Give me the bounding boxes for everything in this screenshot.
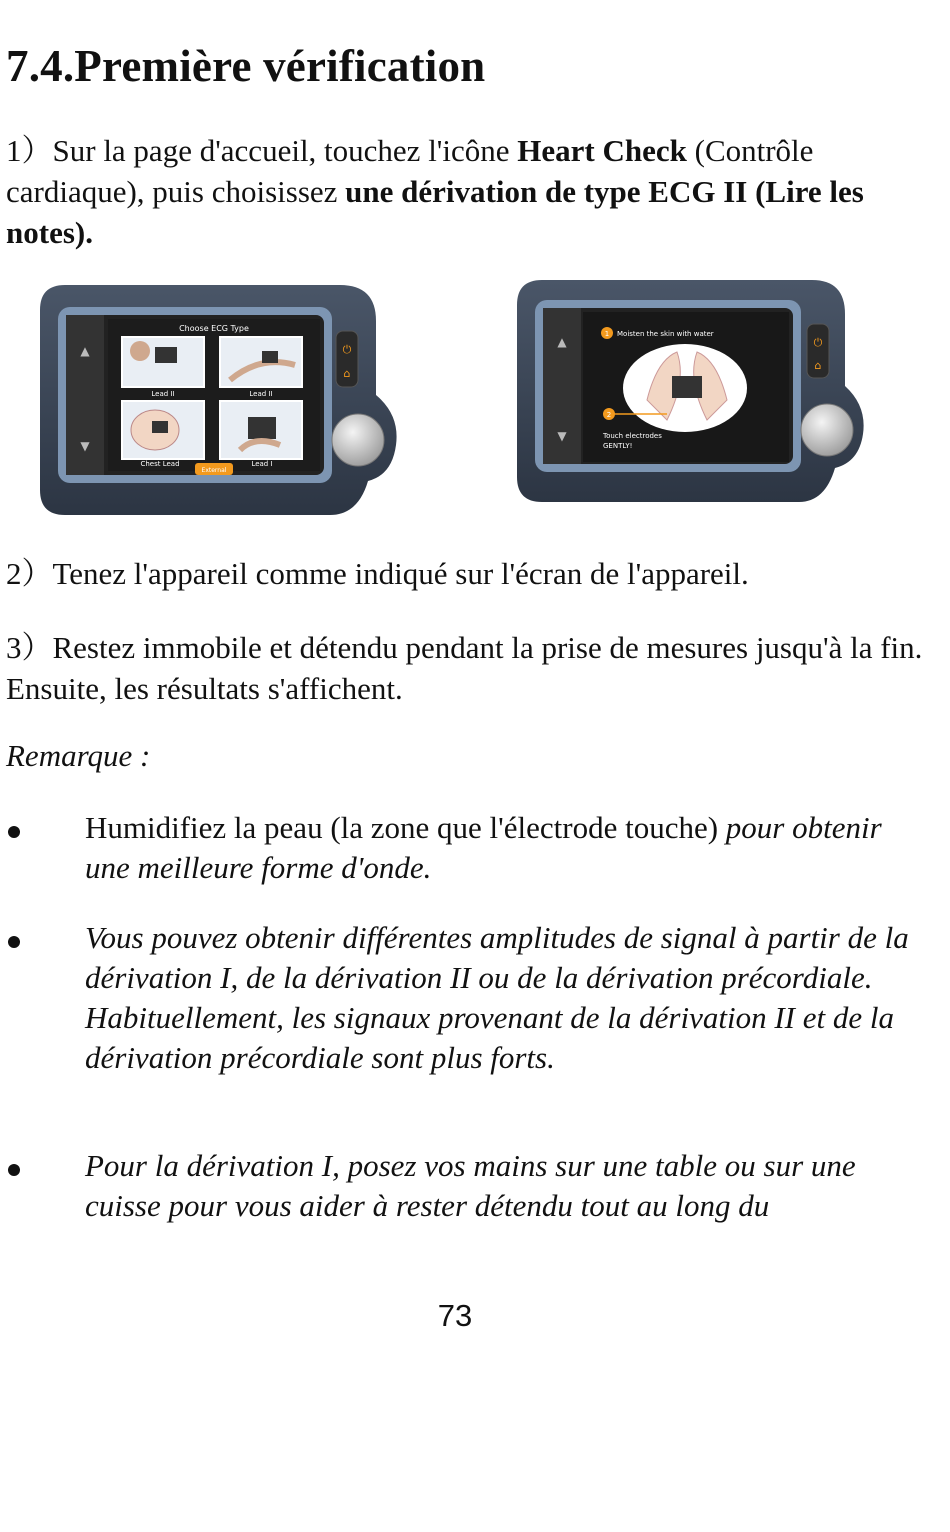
device2-step1-text: Moisten the skin with water (617, 330, 714, 338)
device-moisten-skin-image (517, 280, 867, 502)
device2-step2-number: 2 (606, 411, 612, 419)
bullet-2: Vous pouvez obtenir différentes amplitudes de signal à partir de la dérivation I, de la dérivation II ou de la dérivation précordiale. Habituellement, les signaux provenant de la dérivation II et de la dérivation précordiale sont plus forts. (85, 920, 909, 1075)
bullet-3: Pour la dérivation I, posez vos mains sur une table ou sur une cuisse pour vous aider à rester détendu tout au long du (85, 1148, 856, 1223)
bullet-2-dot-icon (8, 936, 20, 948)
device2-step2-line2: GENTLY! (603, 442, 633, 450)
step-1-bold-lead: une dérivation de type ECG II (Lire les notes). (6, 174, 864, 250)
device1-label-lead2-a: Lead II (151, 390, 175, 398)
svg-text:▼: ▼ (557, 429, 567, 443)
svg-text:▼: ▼ (80, 439, 90, 453)
svg-text:⌂: ⌂ (343, 367, 351, 380)
device1-external-button: External (201, 467, 227, 474)
step-3-text: Restez immobile et détendu pendant la prise de mesures jusqu'à la fin. Ensuite, les résultats s'affichent. (6, 630, 923, 706)
svg-text:⏻: ⏻ (813, 336, 823, 349)
bullet-1-dot-icon (8, 826, 20, 838)
svg-text:⏻: ⏻ (342, 343, 352, 356)
step-1-bold-heart-check: Heart Check (517, 133, 687, 168)
page-number: 73 (437, 1298, 473, 1333)
svg-text:⌂: ⌂ (814, 359, 822, 372)
bullet-3-dot-icon (8, 1164, 20, 1176)
step-3 (6, 627, 926, 709)
device-choose-ecg-image (40, 285, 400, 515)
svg-text:▲: ▲ (80, 344, 90, 358)
step-2 (6, 553, 926, 594)
device2-step2-line1: Touch electrodes (603, 432, 662, 440)
bullet-1 (85, 808, 925, 888)
step-1-text-b: (Contrôle cardiaque), puis choisissez (6, 133, 814, 209)
svg-text:▲: ▲ (557, 335, 567, 349)
note-title: Remarque : (6, 738, 151, 773)
device1-screen-title: Choose ECG Type (179, 324, 249, 333)
step-2-number: 2） (6, 556, 53, 591)
device1-label-lead1: Lead I (251, 460, 273, 468)
step-1 (6, 130, 926, 253)
device1-label-lead2-b: Lead II (249, 390, 273, 398)
bullet-1-normal-text: Humidifiez la peau (la zone que l'électrode touche) (85, 810, 726, 845)
bullet-1-italic-text: pour obtenir une meilleure forme d'onde. (85, 810, 882, 885)
step-1-number: 1） (6, 133, 53, 168)
step-3-number: 3） (6, 630, 53, 665)
device1-label-chest: Chest Lead (140, 460, 180, 468)
device2-step1-number: 1 (604, 330, 610, 338)
step-1-text-a: Sur la page d'accueil, touchez l'icône (52, 133, 518, 168)
section-title: 7.4.Première vérification (6, 41, 486, 91)
step-2-text: Tenez l'appareil comme indiqué sur l'écran de l'appareil. (52, 556, 749, 591)
